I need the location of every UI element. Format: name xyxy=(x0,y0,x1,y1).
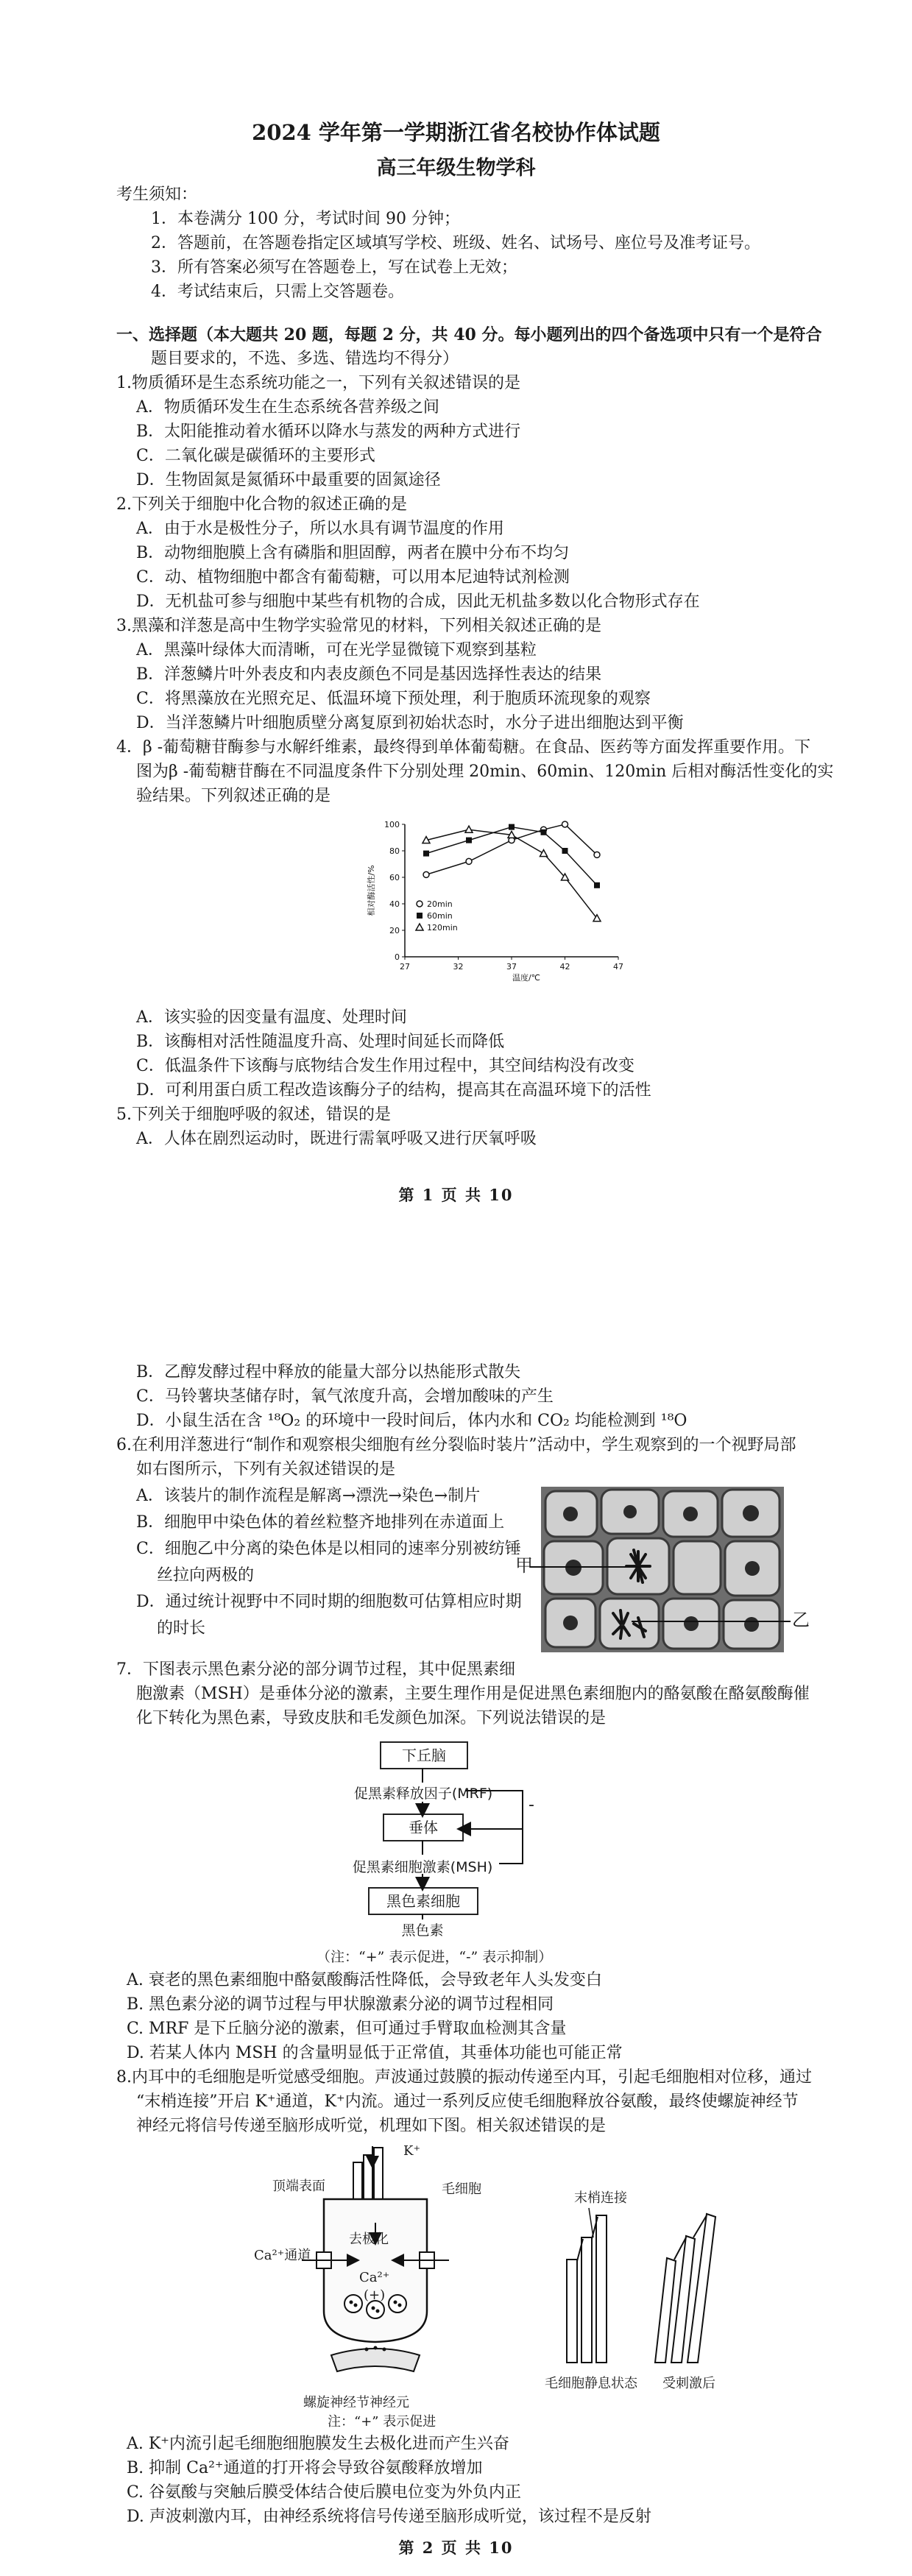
flow-label-msh: 促黑素细胞激素(MSH) xyxy=(352,1859,493,1875)
page-2 xyxy=(0,1332,912,2576)
q4-stem-line-3: 验结果。下列叙述正确的是 xyxy=(136,787,331,805)
point-60min xyxy=(541,829,547,835)
exam-title: 2024 学年第一学期浙江省名校协作体试题 xyxy=(252,120,660,145)
q4-option-d: D．可利用蛋白质工程改造该酶分子的结构，提高其在高温环境下的活性 xyxy=(136,1081,651,1100)
q6-option-d: D．通过统计视野中不同时期的细胞数可估算相应时期 xyxy=(136,1593,522,1611)
label-hair-cell: 毛细胞 xyxy=(442,2182,481,2197)
q2-option-c: C．动、植物细胞中都含有葡萄糖，可以用本尼迪特试剂检测 xyxy=(136,568,570,587)
legend-marker-60min xyxy=(417,913,423,919)
legend-label-20min: 20min xyxy=(427,899,453,909)
q8-option-a: A. K⁺内流引起毛细胞细胞膜发生去极化进而产生兴奋 xyxy=(127,2435,509,2453)
x-axis-label: 温度/℃ xyxy=(512,973,541,983)
x-tick-label: 47 xyxy=(613,962,623,972)
q5-option-d: D．小鼠生活在含 ¹⁸O₂ 的环境中一段时间后，体内水和 CO₂ 均能检测到 ¹⁸O xyxy=(136,1412,687,1430)
flow-product-melanin: 黑色素 xyxy=(401,1922,444,1939)
q1-option-c: C．二氧化碳是碳循环的主要形式 xyxy=(136,447,375,465)
x-tick-label: 27 xyxy=(400,962,410,972)
q3-option-d: D．当洋葱鳞片叶细胞质壁分离复原到初始状态时，水分子进出细胞达到平衡 xyxy=(136,714,684,732)
legend-label-60min: 60min xyxy=(427,911,453,921)
y-tick-label: 20 xyxy=(389,926,400,935)
q1-option-d: D．生物固氮是氮循环中最重要的固氮途径 xyxy=(136,471,441,489)
q7-stem-line-2: 胞激素（MSH）是垂体分泌的激素，主要生理作用是促进黑色素细胞内的酪氨酸在酪氨酸酶催 xyxy=(136,1685,810,1703)
point-60min xyxy=(594,882,600,888)
label-plus: (+) xyxy=(364,2287,386,2303)
label-diagram-note: 注：“+” 表示促进 xyxy=(328,2414,436,2430)
q7-option-c: C. MRF 是下丘脑分泌的激素，但可通过手臂取血检测其含量 xyxy=(127,2020,567,2038)
q6-option-b: B．细胞甲中染色体的着丝粒整齐地排列在赤道面上 xyxy=(136,1513,505,1532)
q4-stem-line-2: 图为β -葡萄糖苷酶在不同温度条件下分别处理 20min、60min、120min 后相对酶活性变化的实 xyxy=(136,762,834,781)
label-stimulated: 受刺激后 xyxy=(662,2376,715,2391)
exam-subtitle: 高三年级生物学科 xyxy=(376,157,536,180)
point-60min xyxy=(562,848,568,854)
point-20min xyxy=(423,871,429,877)
notice-4: 4．考试结束后，只需上交答题卷。 xyxy=(151,283,404,301)
page-1-footer: 第 1 页 共 10 xyxy=(398,1186,514,1204)
y-axis-label: 相对酶活性/% xyxy=(367,865,376,916)
notice-1: 1．本卷满分 100 分，考试时间 90 分钟； xyxy=(151,210,460,228)
q6-option-d-cont: 的时长 xyxy=(157,1619,206,1638)
q7-option-d: D. 若某人体内 MSH 的含量明显低于正常值，其垂体功能也可能正常 xyxy=(127,2044,623,2062)
y-tick-label: 100 xyxy=(384,820,400,829)
q3-stem: 3.黑藻和洋葱是高中生物学实验常见的材料，下列相关叙述正确的是 xyxy=(116,617,601,635)
q1-stem: 1.物质循环是生态系统功能之一，下列有关叙述错误的是 xyxy=(116,374,520,392)
q4-option-a: A．该实验的因变量有温度、处理时间 xyxy=(136,1008,407,1027)
notice-heading: 考生须知： xyxy=(116,185,198,204)
q6-stem-line-2: 如右图所示，下列有关叙述错误的是 xyxy=(136,1460,396,1479)
q5-stem: 5.下列关于细胞呼吸的叙述，错误的是 xyxy=(116,1105,391,1124)
point-120min xyxy=(540,850,548,857)
q8-stem-line-1: 8.内耳中的毛细胞是听觉感受细胞。声波通过鼓膜的振动传递至内耳，引起毛细胞相对位移，通过 xyxy=(116,2068,812,2087)
q6-stem-line-1: 6.在利用洋葱进行“制作和观察根尖细胞有丝分裂临时装片”活动中，学生观察到的一个视野局部 xyxy=(116,1436,796,1454)
q2-option-a: A．由于水是极性分子，所以水具有调节温度的作用 xyxy=(136,520,504,538)
label-tip-link: 末梢连接 xyxy=(574,2190,627,2206)
section-heading-2: 题目要求的，不选、多选、错选均不得分） xyxy=(151,350,459,368)
flowchart-arrows xyxy=(324,1737,559,1936)
notice-2: 2．答题前，在答题卷指定区域填写学校、班级、姓名、试场号、座位号及准考证号。 xyxy=(151,234,760,252)
page-1 xyxy=(0,0,912,1236)
label-neuron: 螺旋神经节神经元 xyxy=(303,2395,409,2410)
label-ca-ion: Ca²⁺ xyxy=(359,2270,390,2285)
x-tick-label: 37 xyxy=(506,962,517,972)
label-k-ion: K⁺ xyxy=(403,2143,420,2159)
q7-stem-line-1: 7．下图表示黑色素分泌的部分调节过程，其中促黑素细 xyxy=(116,1660,515,1679)
q2-stem: 2.下列关于细胞中化合物的叙述正确的是 xyxy=(116,495,407,514)
tip-link-diagram xyxy=(545,2193,736,2370)
x-tick-label: 32 xyxy=(453,962,464,972)
label-top-surface: 顶端表面 xyxy=(272,2179,325,2194)
q8-option-d: D. 声波刺激内耳，由神经系统将信号传递至脑形成听觉，该过程不是反射 xyxy=(127,2508,651,2526)
label-rest-state: 毛细胞静息状态 xyxy=(545,2376,637,2391)
label-ca-channel: Ca²⁺通道 xyxy=(254,2248,311,2263)
legend-marker-20min xyxy=(417,901,423,907)
q2-option-d: D．无机盐可参与细胞中某些有机物的合成，因此无机盐多数以化合物形式存在 xyxy=(136,592,700,611)
pointer-line-jia xyxy=(530,1562,640,1572)
section-heading-1: 一、选择题（本大题共 20 题，每题 2 分，共 40 分。每小题列出的四个备选项中只有一个是符合 xyxy=(116,325,822,344)
pointer-line-yi xyxy=(632,1616,791,1627)
notice-3: 3．所有答案必须写在答题卷上，写在试卷上无效； xyxy=(151,258,517,277)
q8-option-b: B. 抑制 Ca²⁺通道的打开将会导致谷氨酸释放增加 xyxy=(127,2459,483,2477)
y-tick-label: 40 xyxy=(389,899,400,909)
q6-option-c: C．细胞乙中分离的染色体是以相同的速率分别被纺锤 xyxy=(136,1540,521,1558)
q7-option-b: B. 黑色素分泌的调节过程与甲状腺激素分泌的调节过程相同 xyxy=(127,1995,554,2014)
point-120min xyxy=(465,826,473,832)
flow-box-pituitary: 垂体 xyxy=(383,1814,464,1841)
q3-option-c: C．将黑藻放在光照充足、低温环境下预处理，利于胞质环流现象的观察 xyxy=(136,690,651,708)
page-2-footer: 第 2 页 共 10 xyxy=(398,2538,514,2557)
enzyme-activity-chart xyxy=(361,810,640,994)
q6-option-a: A．该装片的制作流程是解离→漂洗→染色→制片 xyxy=(136,1487,481,1505)
q8-stem-line-3: 神经元将信号传递至脑形成听觉，机理如下图。相关叙述错误的是 xyxy=(136,2117,607,2135)
q7-option-a: A. 衰老的黑色素细胞中酪氨酸酶活性降低，会导致老年人头发变白 xyxy=(127,1971,602,1989)
flow-box-melanocyte: 黑色素细胞 xyxy=(368,1887,478,1915)
label-depolarize: 去极化 xyxy=(349,2232,389,2247)
q3-option-b: B．洋葱鳞片叶外表皮和内表皮颜色不同是基因选择性表达的结果 xyxy=(136,665,602,684)
y-tick-label: 80 xyxy=(389,846,400,856)
point-20min xyxy=(594,852,600,857)
point-20min xyxy=(466,858,472,864)
q7-stem-line-3: 化下转化为黑色素，导致皮肤和毛发颜色加深。下列说法错误的是 xyxy=(136,1709,607,1727)
legend-label-120min: 120min xyxy=(427,923,458,933)
point-60min xyxy=(509,824,515,830)
y-tick-label: 0 xyxy=(395,952,400,962)
q5-option-a: A．人体在剧烈运动时，既进行需氧呼吸又进行厌氧呼吸 xyxy=(136,1130,537,1148)
q1-option-a: A．物质循环发生在生态系统各营养级之间 xyxy=(136,398,439,417)
flow-label-mrf: 促黑素释放因子(MRF) xyxy=(353,1786,493,1802)
q8-option-c: C. 谷氨酸与突触后膜受体结合使后膜电位变为外负内正 xyxy=(127,2483,522,2502)
q3-option-a: A．黑藻叶绿体大而清晰，可在光学显微镜下观察到基粒 xyxy=(136,641,537,659)
flow-box-hypothalamus: 下丘脑 xyxy=(380,1741,468,1769)
point-60min xyxy=(423,851,429,857)
point-60min xyxy=(466,838,472,843)
q8-stem-line-2: “末梢连接”开启 K⁺通道，K⁺内流。通过一系列反应使毛细胞释放谷氨酸，最终使螺旋神经节 xyxy=(136,2092,799,2111)
x-tick-label: 42 xyxy=(559,962,570,972)
legend-marker-120min xyxy=(416,924,423,930)
label-jia: 甲 xyxy=(515,1555,533,1576)
label-yi: 乙 xyxy=(792,1610,810,1630)
point-20min xyxy=(562,821,568,827)
q4-option-c: C．低温条件下该酶与底物结合发生作用过程中，其空间结构没有改变 xyxy=(136,1057,634,1075)
q7-note: （注：“+” 表示促进，“-” 表示抑制） xyxy=(317,1949,553,1965)
q1-option-b: B．太阳能推动着水循环以降水与蒸发的两种方式进行 xyxy=(136,422,521,441)
flow-minus-sign: - xyxy=(529,1796,534,1814)
q4-option-b: B．该酶相对活性随温度升高、处理时间延长而降低 xyxy=(136,1033,505,1051)
q6-option-c-cont: 丝拉向两极的 xyxy=(157,1566,255,1585)
q5-option-b: B．乙醇发酵过程中释放的能量大部分以热能形式散失 xyxy=(136,1363,521,1381)
q2-option-b: B．动物细胞膜上含有磷脂和胆固醇，两者在膜中分布不均匀 xyxy=(136,544,570,562)
q5-option-c: C．马铃薯块茎储存时，氧气浓度升高，会增加酸味的产生 xyxy=(136,1387,554,1406)
q4-stem-line-1: 4．β -葡萄糖苷酶参与水解纤维素，最终得到单体葡萄糖。在食品、医药等方面发挥重要作用。下 xyxy=(116,738,811,757)
y-tick-label: 60 xyxy=(389,873,400,882)
